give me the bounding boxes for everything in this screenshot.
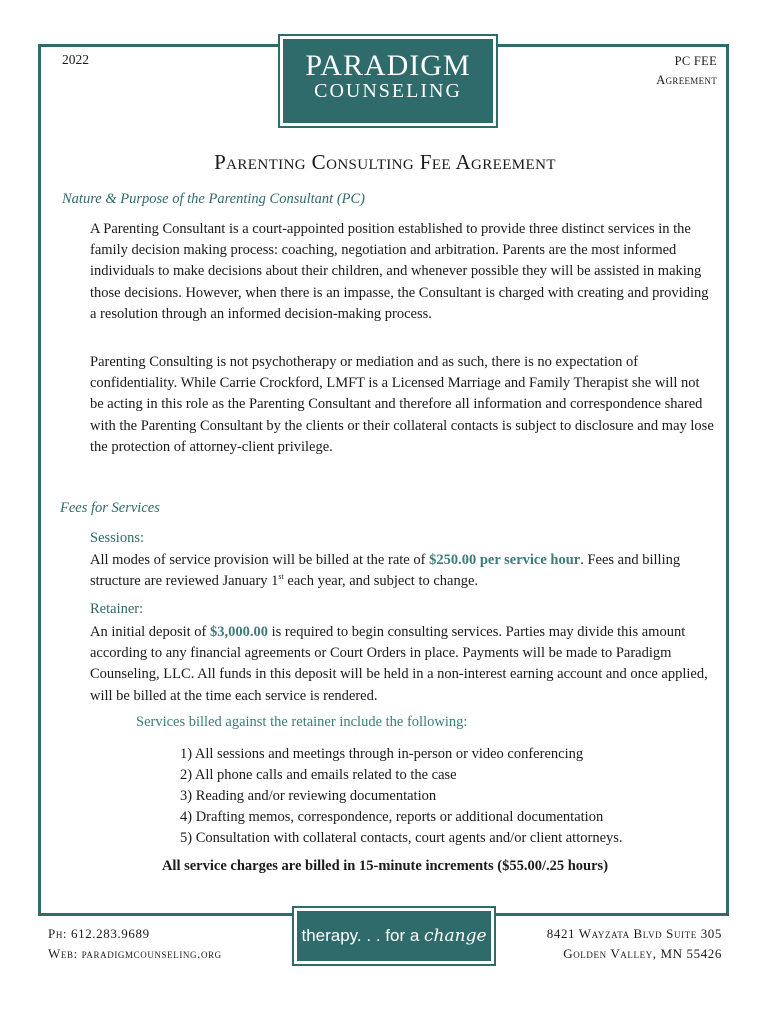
- tagline-badge: [294, 908, 494, 964]
- retainer-label: Retainer:: [90, 601, 144, 617]
- document-label: [656, 52, 717, 90]
- list-item: 3) Reading and/or reviewing documentation: [180, 788, 437, 804]
- tagline-text: therapy. . . for a: [301, 926, 425, 945]
- billing-increments-note: All service charges are billed in 15-minute increments ($55.00/.25 hours): [161, 858, 609, 874]
- retainer-text-2: is required to begin consulting services. Parties may divide this amount according to any financial agreements or Court Orders in place. Payments will be made to Paradigm Counseling, LLC. All funds in this deposit will be held in a non-interest earning account and once applied, will be billed at the time each service is rendered.: [90, 624, 708, 704]
- paragraph-sessions: [90, 550, 715, 592]
- section-heading-nature: Nature & Purpose of the Parenting Consultant (PC): [62, 191, 366, 207]
- sessions-label: Sessions:: [90, 530, 144, 546]
- paragraph-confidentiality: Parenting Consulting is not psychotherapy or mediation and as such, there is no expectation of confidentiality. While Carrie Crockford, LMFT is a Licensed Marriage and Family Therapist she will not be acting in this role as the Parenting Consultant and therefore all information and correspondence shared with the Parenting Consultant by the clients or their collateral contacts is subject to disclosure and may lose the protection of attorney-client privilege.: [90, 354, 714, 455]
- paragraph-retainer: [90, 622, 715, 707]
- footer-address-line2: Golden Valley, MN 55426: [563, 946, 722, 961]
- tagline-emphasis: change: [424, 926, 487, 946]
- sessions-text-3: each year, and subject to change.: [283, 573, 479, 590]
- footer-contact: [48, 924, 222, 964]
- list-item: 4) Drafting memos, correspondence, reports or additional documentation: [180, 809, 604, 825]
- list-item: 2) All phone calls and emails related to the case: [180, 767, 457, 783]
- paradigm-logo: [280, 36, 496, 126]
- footer-phone: Ph: 612.283.9689: [48, 926, 150, 941]
- retainer-text: An initial deposit of: [90, 624, 211, 640]
- footer-address: [547, 924, 722, 964]
- superscript-st: st: [278, 572, 284, 582]
- retainer-amount: $3,000.00: [210, 624, 269, 640]
- list-item: 5) Consultation with collateral contacts, court agents and/or client attorneys.: [180, 830, 623, 846]
- services-heading: Services billed against the retainer include the following:: [136, 714, 468, 730]
- list-item: 1) All sessions and meetings through in-person or video conferencing: [180, 746, 584, 762]
- year: 2022: [62, 52, 89, 67]
- section-heading-fees: Fees for Services: [60, 500, 160, 516]
- paragraph-nature: A Parenting Consultant is a court-appointed position established to provide three distinct services in the family decision making process: coaching, negotiation and arbitration. Parents are the most informed individuals to make decisions about their children, and whenever possible they will be assisted in making those decisions. However, when there is an impasse, the Consultant is charged with creating and providing a resolution through an informed decision-making process.: [90, 221, 709, 322]
- logo-line2: COUNSELING: [314, 80, 462, 102]
- footer-web: Web: paradigmcounseling.org: [48, 946, 222, 961]
- sessions-text: All modes of service provision will be billed at the rate of: [90, 552, 430, 568]
- document-label-line1: PC FEE: [674, 54, 717, 68]
- page-title: Parenting Consulting Fee Agreement: [214, 150, 556, 174]
- footer-address-line1: 8421 Wayzata Blvd Suite 305: [546, 926, 722, 941]
- sessions-text-2: . Fees and billing structure are reviewed January 1: [90, 552, 681, 590]
- logo-line1: PARADIGM: [305, 49, 471, 82]
- document-label-line2: Agreement: [656, 73, 717, 87]
- services-list: [180, 744, 623, 849]
- session-rate: $250.00 per service hour: [429, 552, 581, 568]
